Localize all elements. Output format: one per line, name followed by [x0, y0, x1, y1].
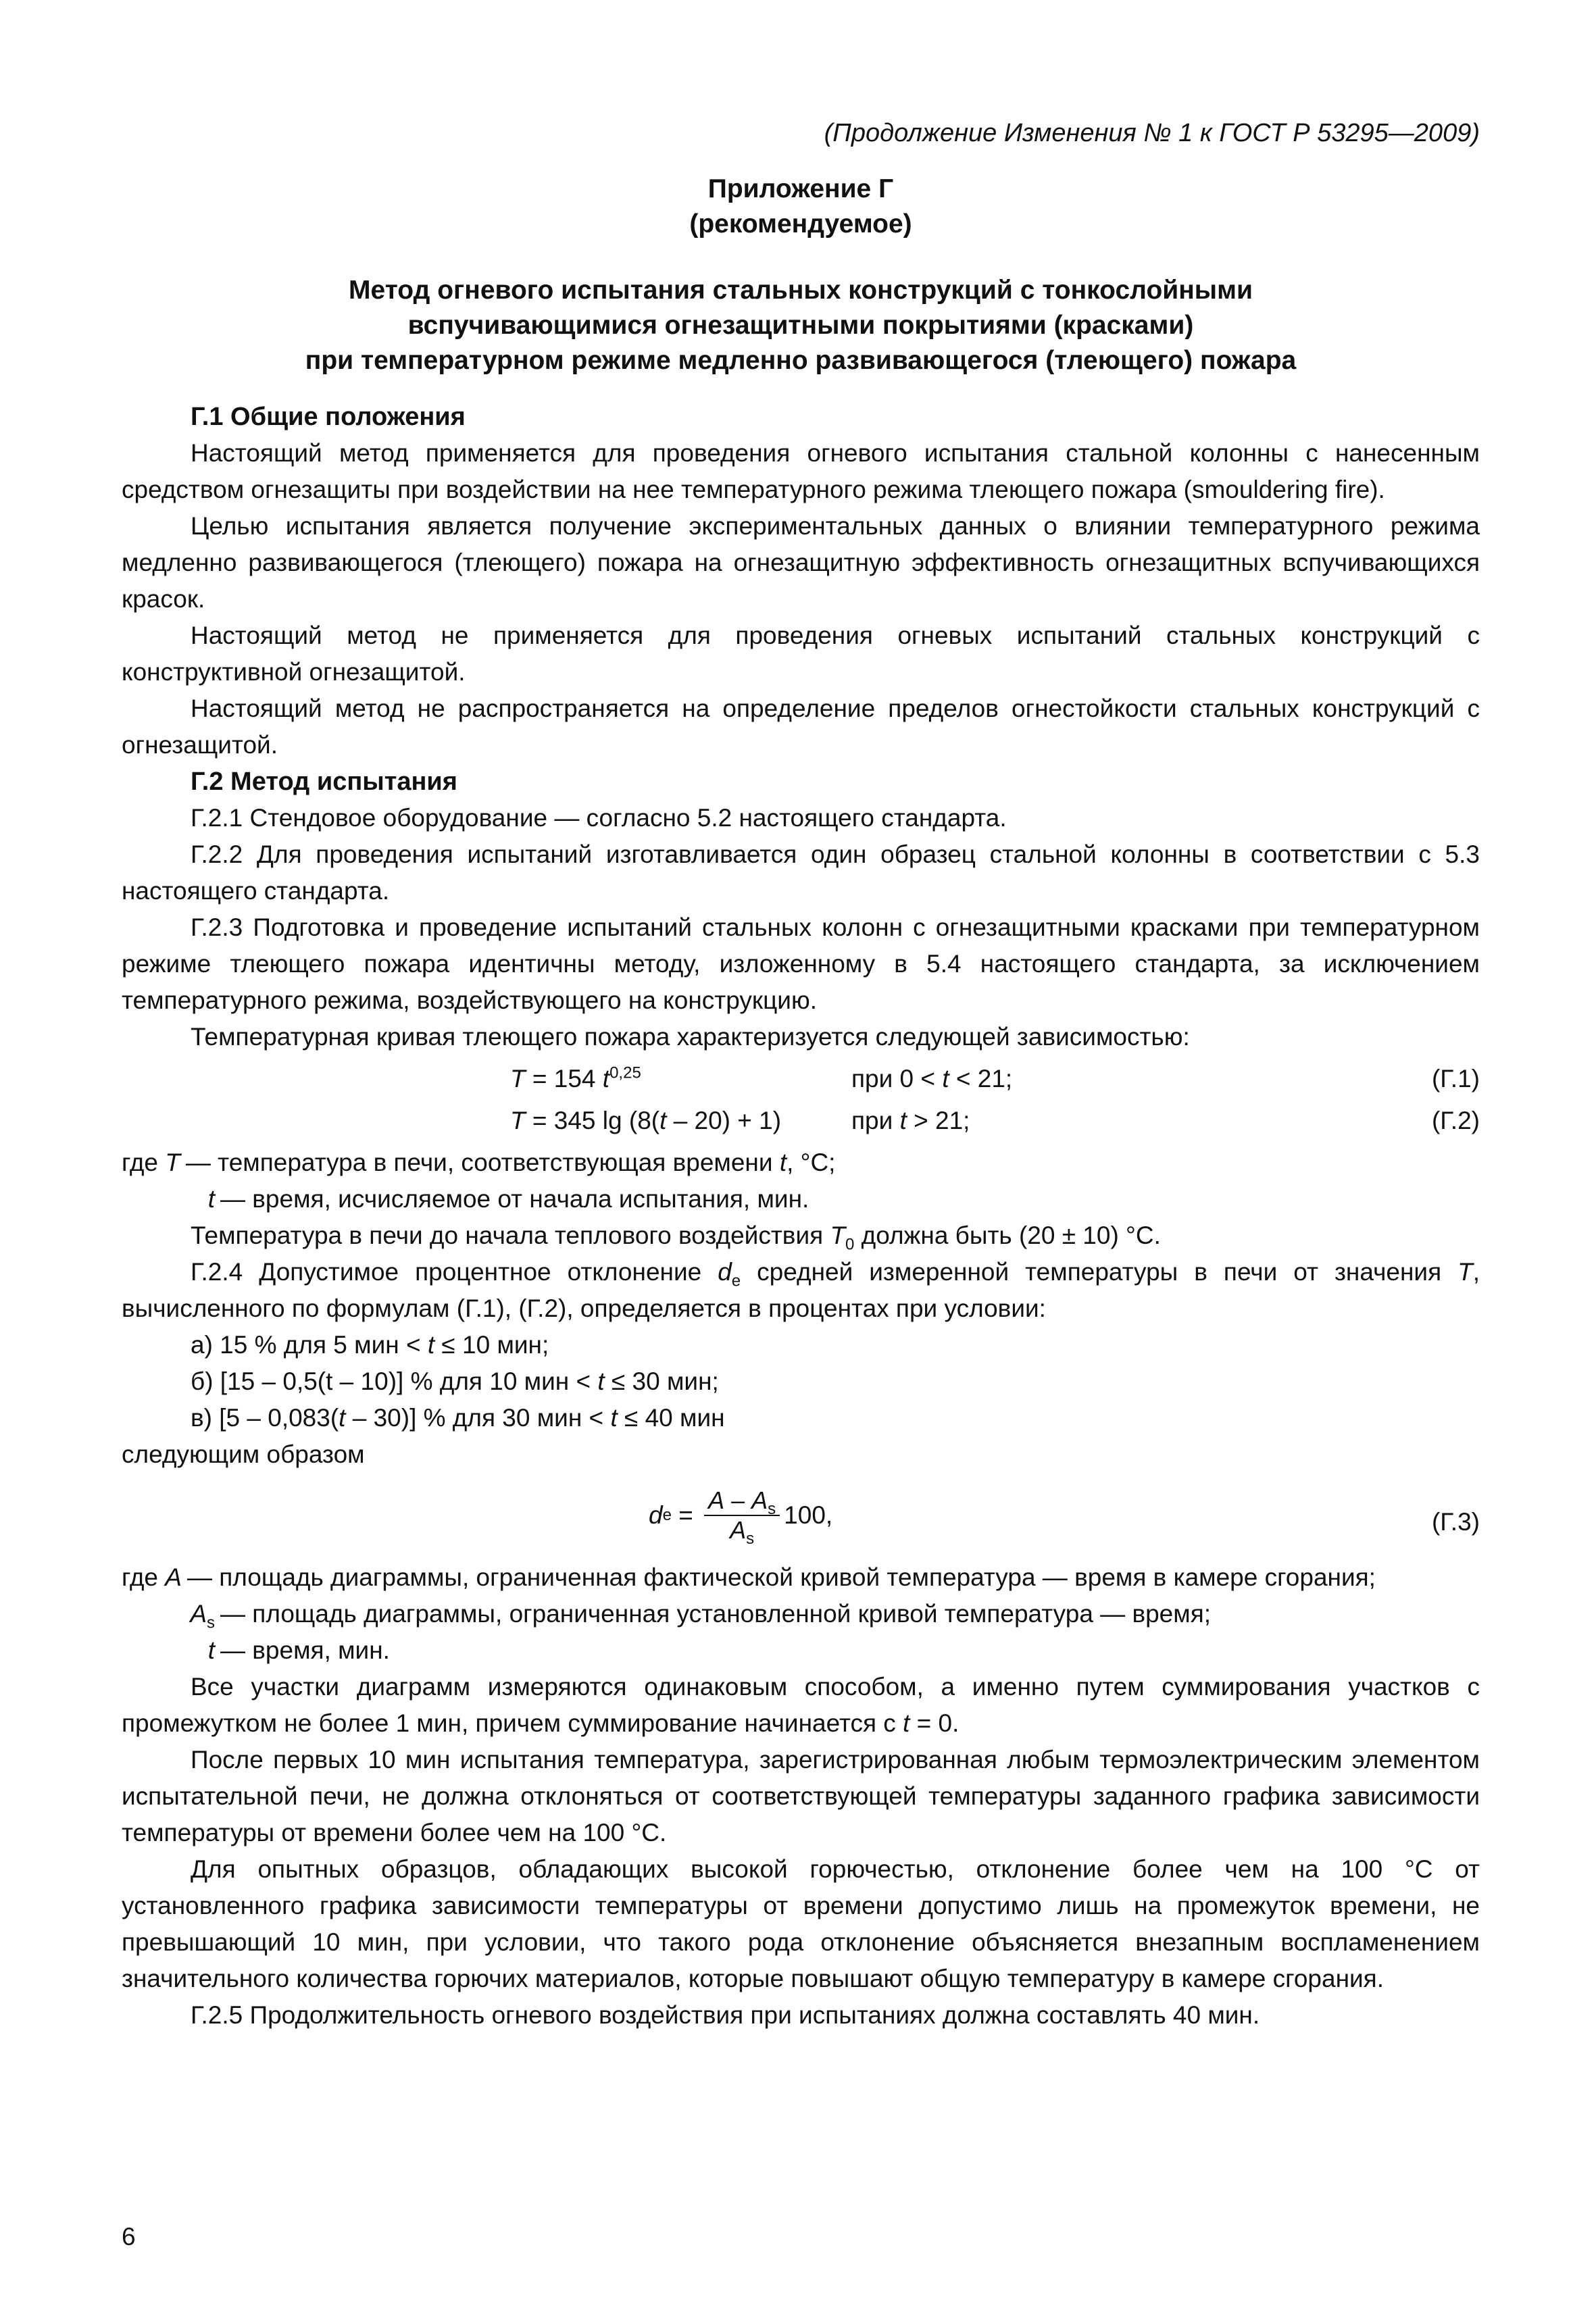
- formula-number: (Г.3): [1431, 1508, 1480, 1536]
- paragraph: Г.2.4 Допустимое процентное отклонение $d_e$ средней измеренной температуры в печи от значения T, вычисленного по формулам (Г.1), (Г.2), определяется в процентах при условии:: [122, 1258, 1480, 1322]
- section-heading-g1: Г.1 Общие положения: [191, 403, 466, 431]
- title-line: вспучивающимися огнезащитными покрытиями (красками): [407, 311, 1194, 340]
- paragraph: Целью испытания является получение экспериментальных данных о влиянии температурного режима медленно развивающегося (тлеющего) пожара на огнезащитную эффективность огнезащитных вспучивающихся красок.: [122, 512, 1480, 613]
- paragraph: Настоящий метод не распространяется на определение пределов огнестойкости стальных конструкций с огнезащитой.: [122, 695, 1480, 759]
- paragraph: Настоящий метод не применяется для проведения огневых испытаний стальных конструкций с конструктивной огнезащитой.: [122, 622, 1480, 686]
- formula-number: (Г.1): [1431, 1065, 1480, 1092]
- formula-g2: [122, 1103, 1480, 1145]
- document-title: [122, 273, 1480, 378]
- formula-condition: при 0 < t < 21;: [851, 1065, 1013, 1092]
- formula-expression: d e = $\frac{A - A_s}{A_s}$ 100,: [649, 1486, 833, 1549]
- variable-definitions: [122, 1145, 1480, 1217]
- section-heading-g2: Г.2 Метод испытания: [191, 768, 457, 796]
- formula-g1: [122, 1061, 1480, 1103]
- paragraph: Все участки диаграмм измеряются одинаковым способом, а именно путем суммирования участков с промежутком не более 1 мин, причем суммирование начинается с t = 0.: [122, 1673, 1480, 1737]
- appendix-subtitle: (рекомендуемое): [689, 209, 912, 238]
- paragraph: Температурная кривая тлеющего пожара характеризуется следующей зависимостью:: [191, 1023, 1190, 1051]
- formula-number: (Г.2): [1431, 1107, 1480, 1134]
- definition-row: где T — температура в печи, соответствующая времени t, °C;: [122, 1149, 836, 1176]
- condition-item: в) [5 – 0,083(t – 30)] % для 30 мин < t ≤ 40 мин: [191, 1404, 725, 1432]
- formula-expression: T = 345 lg (8(t – 20) + 1): [510, 1107, 782, 1134]
- definition-row: t — время, исчисляемое от начала испытания, мин.: [207, 1185, 809, 1213]
- paragraph: Настоящий метод применяется для проведения огневого испытания стальной колонны с нанесенным средством огнезащиты при воздействии на нее температурного режима тлеющего пожара (smouldering fire).: [122, 439, 1480, 503]
- title-line: при температурном режиме медленно развивающегося (тлеющего) пожара: [305, 346, 1297, 375]
- condition-item: а) 15 % для 5 мин < t ≤ 10 мин;: [191, 1331, 549, 1359]
- page-number: 6: [122, 2223, 136, 2250]
- running-header: (Продолжение Изменения № 1 к ГОСТ Р 53295—2009): [824, 119, 1480, 147]
- paragraph: Для опытных образцов, обладающих высокой горючестью, отклонение более чем на 100 °С от установленного графика зависимости температуры от времени допустимо лишь на промежуток времени, не превышающий 10 мин, при условии, что такого рода отклонение объясняется внезапным воспламенением значительного количества горючих материалов, которые повышают общую температуру в камере сгорания.: [122, 1855, 1480, 1992]
- formula-expression: T = 154 $t^{0,25}$: [510, 1063, 641, 1092]
- formula-condition: при t > 21;: [851, 1107, 970, 1134]
- paragraph: Г.2.1 Стендовое оборудование — согласно 5.2 настоящего стандарта.: [191, 804, 1007, 832]
- definition-row: $A_s$ — площадь диаграммы, ограниченная установленной кривой температура — время;: [190, 1600, 1212, 1632]
- appendix-title: Приложение Г: [707, 174, 894, 203]
- document-page: [122, 115, 1480, 2034]
- title-line: Метод огневого испытания стальных конструкций с тонкослойными: [349, 276, 1253, 305]
- formula-g3: [122, 1478, 1480, 1559]
- paragraph: следующим образом: [122, 1440, 365, 1468]
- fraction: $\frac{A - A_s}{A_s}$: [704, 1486, 780, 1544]
- condition-item: б) [15 – 0,5(t – 10)] % для 10 мин < t ≤ 30 мин;: [191, 1367, 719, 1395]
- definition-row: где A — площадь диаграммы, ограниченная фактической кривой температура — время в камере сгорания;: [122, 1563, 1376, 1591]
- paragraph: Г.2.2 Для проведения испытаний изготавливается один образец стальной колонны в соответствии с 5.3 настоящего стандарта.: [122, 840, 1480, 905]
- paragraph: Г.2.3 Подготовка и проведение испытаний стальных колонн с огнезащитными красками при температурном режиме тлеющего пожара идентичны методу, изложенному в 5.4 настоящего стандарта, за исключением температурного режима, воздействующего на конструкцию.: [122, 913, 1480, 1014]
- paragraph: Температура в печи до начала теплового воздействия $T_0$ должна быть (20 ± 10) °С.: [191, 1222, 1161, 1254]
- variable-definitions: [122, 1559, 1480, 1669]
- paragraph: После первых 10 мин испытания температура, зарегистрированная любым термоэлектрическим элементом испытательной печи, не должна отклоняться от соответствующей температуры заданного графика зависимости температуры от времени более чем на 100 °С.: [122, 1746, 1480, 1846]
- definition-row: t — время, мин.: [207, 1636, 390, 1664]
- paragraph: Г.2.5 Продолжительность огневого воздействия при испытаниях должна составлять 40 мин.: [191, 2001, 1260, 2029]
